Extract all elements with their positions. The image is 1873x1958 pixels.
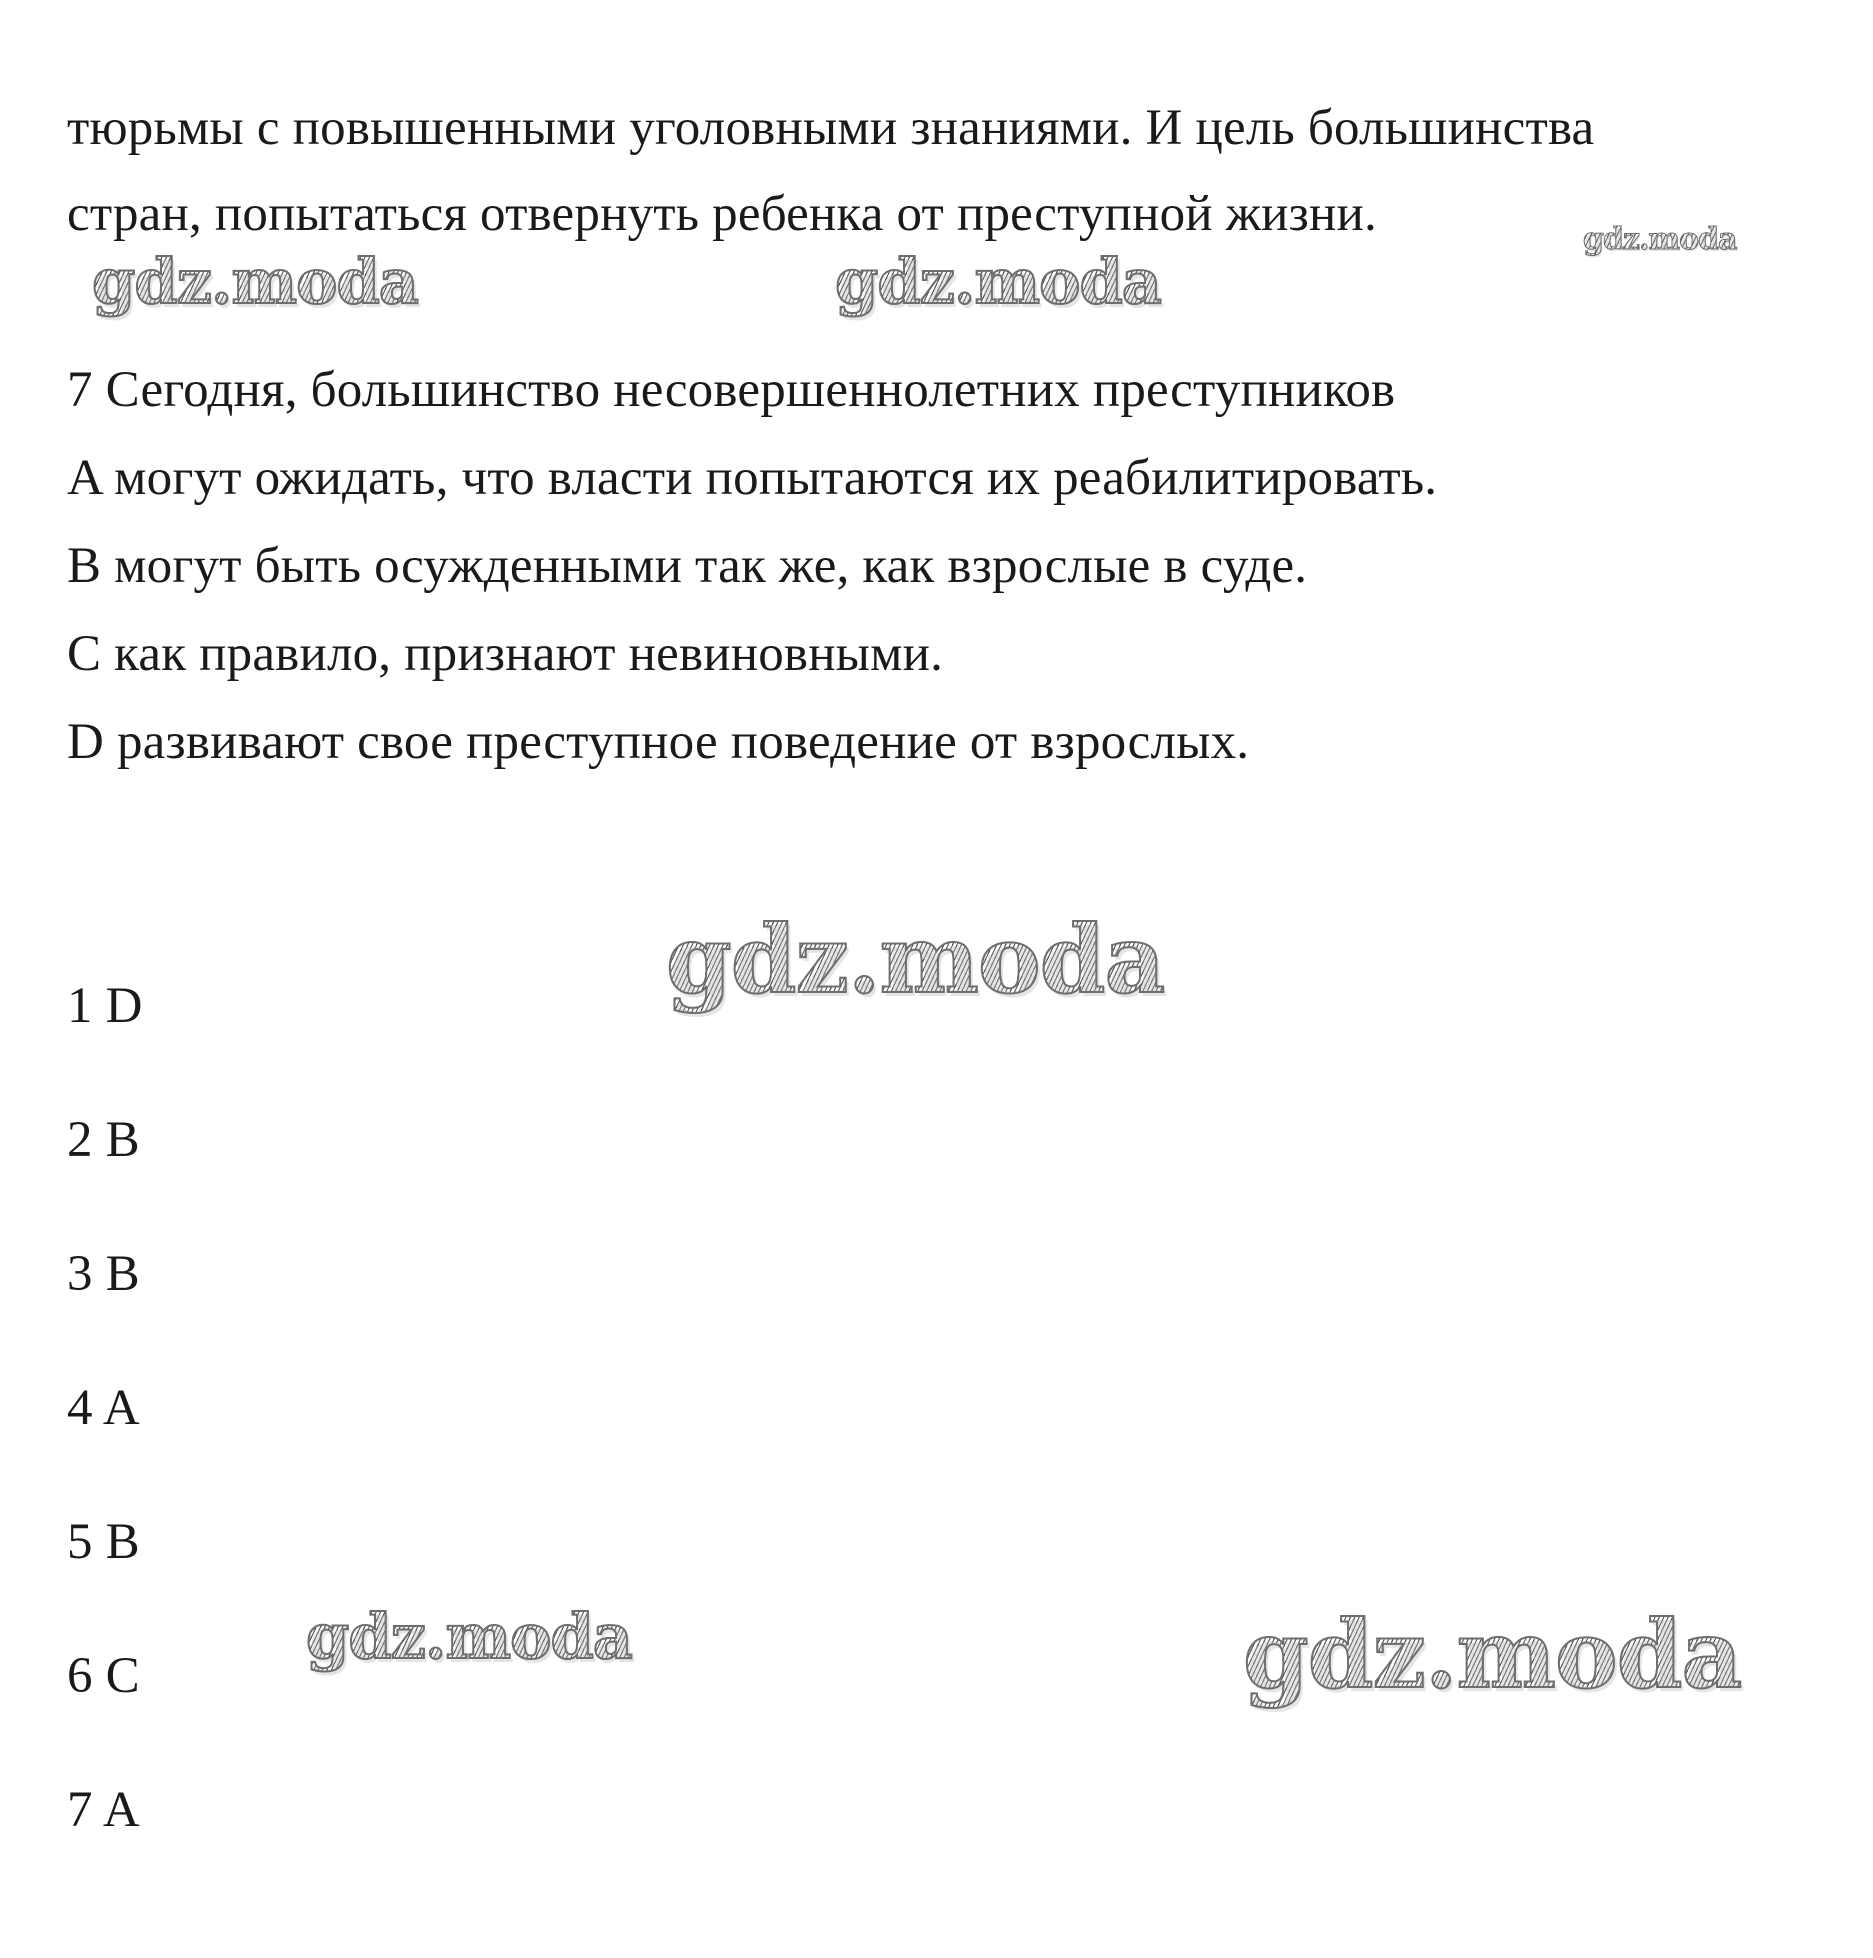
answer-6: 6 C: [67, 1648, 140, 1704]
answer-4: 4 A: [67, 1380, 140, 1436]
watermark-bottom-left: gdz.moda: [306, 1600, 632, 1673]
answer-2: 2 B: [67, 1112, 140, 1168]
option-b: B могут быть осужденными так же, как взрослые в суде.: [67, 538, 1308, 594]
watermark-middle: gdz.moda: [666, 905, 1165, 1015]
answer-7: 7 A: [67, 1782, 140, 1838]
question-stem: 7 Сегодня, большинство несовершеннолетних преступников: [67, 362, 1396, 418]
paragraph-line-1: тюрьмы с повышенными уголовными знаниями. И цель большинства: [67, 100, 1595, 156]
answer-3: 3 B: [67, 1246, 140, 1302]
watermark-bottom-right: gdz.moda: [1243, 1600, 1742, 1710]
option-c: C как правило, признают невиновными.: [67, 626, 944, 682]
answer-5: 5 B: [67, 1514, 140, 1570]
watermark-top-center: gdz.moda: [835, 245, 1161, 318]
answer-1: 1 D: [67, 978, 143, 1034]
paragraph-line-2: стран, попытаться отвернуть ребенка от преступной жизни.: [67, 186, 1377, 242]
option-a: A могут ожидать, что власти попытаются их реабилитировать.: [67, 450, 1438, 506]
option-d: D развивают свое преступное поведение от взрослых.: [67, 714, 1250, 770]
watermark-top-left: gdz.moda: [92, 245, 418, 318]
watermark-small: gdz.moda: [1583, 222, 1737, 257]
